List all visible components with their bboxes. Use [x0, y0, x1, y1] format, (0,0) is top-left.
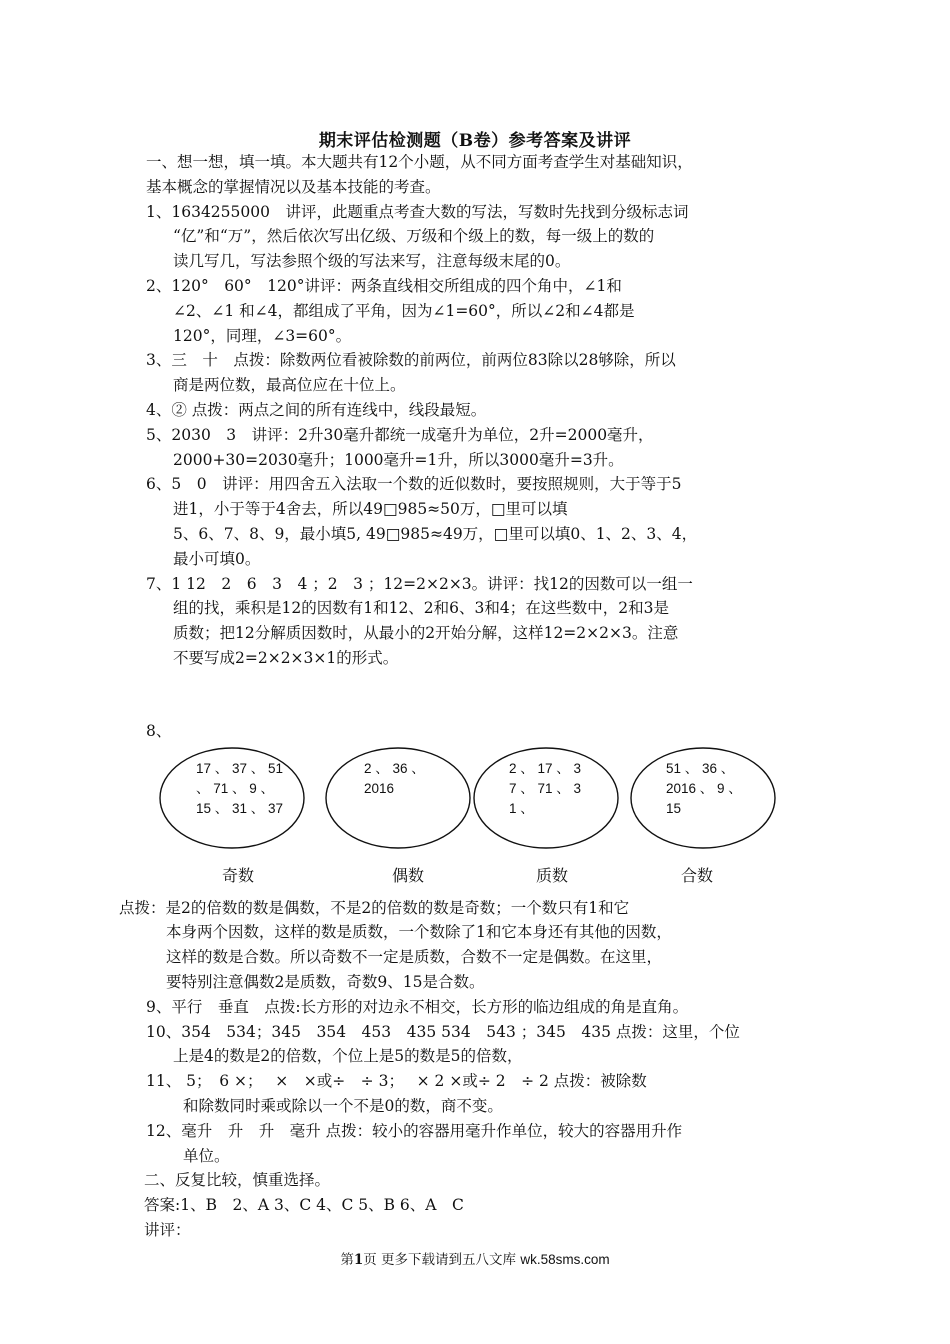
q7-line: 不要写成2=2×2×3×1的形式。	[173, 648, 399, 667]
footer-text: 页 更多下载请到五八文库	[363, 1252, 517, 1268]
footer-site-link[interactable]: wk.58sms.com	[520, 1252, 610, 1267]
q8-hint-line: 要特别注意偶数2是质数，奇数9、15是合数。	[166, 972, 485, 991]
prime-line: 2 、 17 、 3	[509, 760, 582, 776]
q12-line: 12、毫升 升 升 毫升 点拨：较小的容器用毫升作单位，较大的容器用升作	[146, 1121, 683, 1140]
q10-line: 10、354 534；345 354 453 435 534 543 ；345 435 点拨：这里，个位	[146, 1022, 740, 1041]
q1-line: 1、1634255000 讲评，此题重点考查大数的写法，写数时先找到分级标志词	[146, 202, 689, 221]
answer-q4	[146, 398, 818, 423]
section2-answers: 答案:1、B 2、A 3、C 4、C 5、B 6、A C	[144, 1196, 464, 1215]
spacer	[146, 671, 818, 719]
q3-line: 商是两位数，最高位应在十位上。	[173, 376, 406, 395]
answer-q10	[146, 1020, 818, 1070]
section2-heading: 二、反复比较，慎重选择。	[144, 1171, 331, 1190]
odd-line: 、 71 、 9 、	[196, 780, 275, 796]
q6-line: 5、6、7、8、9，最小填5, 49□985≈49万，□里可以填0、1、2、3、4，	[173, 524, 698, 543]
footer-page-number: 1	[353, 1252, 364, 1268]
q5-line: 5、2030 3 讲评：2升30毫升都统一成毫升为单位，2升=2000毫升，	[146, 425, 654, 444]
prime-numbers	[509, 759, 581, 819]
q11-line: 11、 5； 6 ×； × ×或÷ ÷ 3； × 2 ×或÷ 2 ÷ 2 点拨：被除数	[146, 1072, 647, 1091]
composite-numbers	[666, 759, 742, 819]
q6-line: 6、5 0 讲评：用四舍五入法取一个数的近似数时，要按照规则，大于等于5	[146, 475, 682, 494]
even-line: 2016	[364, 780, 395, 796]
q10-line: 上是4的数是2的倍数，个位上是5的数是5的倍数，	[173, 1047, 523, 1066]
answer-q11	[146, 1069, 818, 1119]
odd-caption: 奇数	[222, 865, 255, 885]
q2-line: ∠2、∠1 和∠4，都组成了平角，因为∠1=60°，所以∠2和∠4都是	[173, 301, 635, 320]
q9-line: 9、平行 垂直 点拨:长方形的对边永不相交，长方形的临边组成的角是直角。	[146, 997, 689, 1016]
prime-line: 1 、	[509, 800, 534, 816]
answer-q3	[146, 348, 818, 398]
page-footer	[0, 1248, 950, 1268]
even-numbers	[364, 759, 425, 799]
q8-hint-line: 本身两个因数，这样的数是质数，一个数除了1和它本身还有其他的因数，	[166, 923, 672, 942]
q8-hint-line: 这样的数是合数。所以奇数不一定是质数，合数不一定是偶数。在这里，	[166, 948, 663, 967]
document-title: 期末评估检测题（B卷）参考答案及讲评	[318, 131, 632, 151]
q1-line: 读几写几，写法参照个级的写法来写，注意每级末尾的0。	[173, 252, 571, 271]
odd-line: 15 、 31 、 37	[196, 800, 284, 816]
answer-q1	[146, 200, 818, 274]
composite-line: 51 、 36 、	[666, 760, 735, 776]
q2-line: 120°，同理，∠3=60°。	[173, 326, 352, 345]
odd-line: 17 、 37 、 51	[196, 760, 284, 776]
q2-line: 2、120° 60° 120°讲评：两条直线相交所组成的四个角中，∠1和	[146, 276, 622, 295]
q6-line: 最小可填0。	[173, 549, 261, 568]
q8-hint-line: 点拨：是2的倍数的数是偶数，不是2的倍数的数是奇数；一个数只有1和它	[119, 898, 630, 917]
q8-label: 8、	[146, 721, 172, 740]
prime-caption: 质数	[536, 865, 569, 885]
q6-line: 进1，小于等于4舍去，所以49□985≈50万，□里可以填	[173, 500, 568, 519]
answer-q9	[146, 995, 818, 1020]
section2	[144, 1168, 818, 1242]
section1-heading-cont: 基本概念的掌握情况以及基本技能的考查。	[146, 177, 441, 196]
section2-review: 讲评：	[144, 1220, 191, 1239]
composite-line: 15	[666, 800, 682, 816]
answer-q7	[146, 572, 818, 671]
number-classification-diagram	[146, 746, 806, 896]
q1-line: “亿”和“万”，然后依次写出亿级、万级和个级上的数，每一级上的数的	[173, 227, 655, 246]
q8-hint	[119, 896, 818, 995]
q5-line: 2000+30=2030毫升；1000毫升=1升，所以3000毫升=3升。	[173, 450, 624, 469]
q3-line: 3、三 十 点拨：除数两位看被除数的前两位，前两位83除以28够除，所以	[146, 351, 676, 370]
prime-line: 7 、 71 、 3	[509, 780, 582, 796]
q7-line: 组的找，乘积是12的因数有1和12、2和6、3和4；在这些数中，2和3是	[173, 599, 669, 618]
section1-heading: 一、想一想，填一填。本大题共有12个小题，从不同方面考查学生对基础知识，	[146, 153, 693, 171]
q12-line: 单位。	[183, 1146, 230, 1165]
answer-q5	[146, 423, 818, 473]
answer-q6	[146, 472, 818, 571]
q4-line: 4、② 点拨：两点之间的所有连线中，线段最短。	[146, 400, 487, 419]
q7-line: 7、1 12 2 6 3 4 ；2 3 ；12=2×2×3。讲评：找12的因数可以一组一	[146, 574, 693, 593]
answer-q12	[146, 1119, 818, 1169]
composite-caption: 合数	[681, 865, 714, 885]
odd-numbers	[196, 759, 283, 819]
even-caption: 偶数	[392, 865, 425, 885]
q11-line: 和除数同时乘或除以一个不是0的数，商不变。	[183, 1096, 503, 1115]
answer-q2	[146, 274, 818, 348]
even-line: 2 、 36 、	[364, 760, 425, 776]
q7-line: 质数；把12分解质因数时，从最小的2开始分解，这样12=2×2×3。注意	[173, 624, 679, 643]
footer-prefix: 第	[340, 1252, 354, 1268]
document-body	[119, 150, 818, 1243]
composite-line: 2016 、 9 、	[666, 780, 742, 796]
